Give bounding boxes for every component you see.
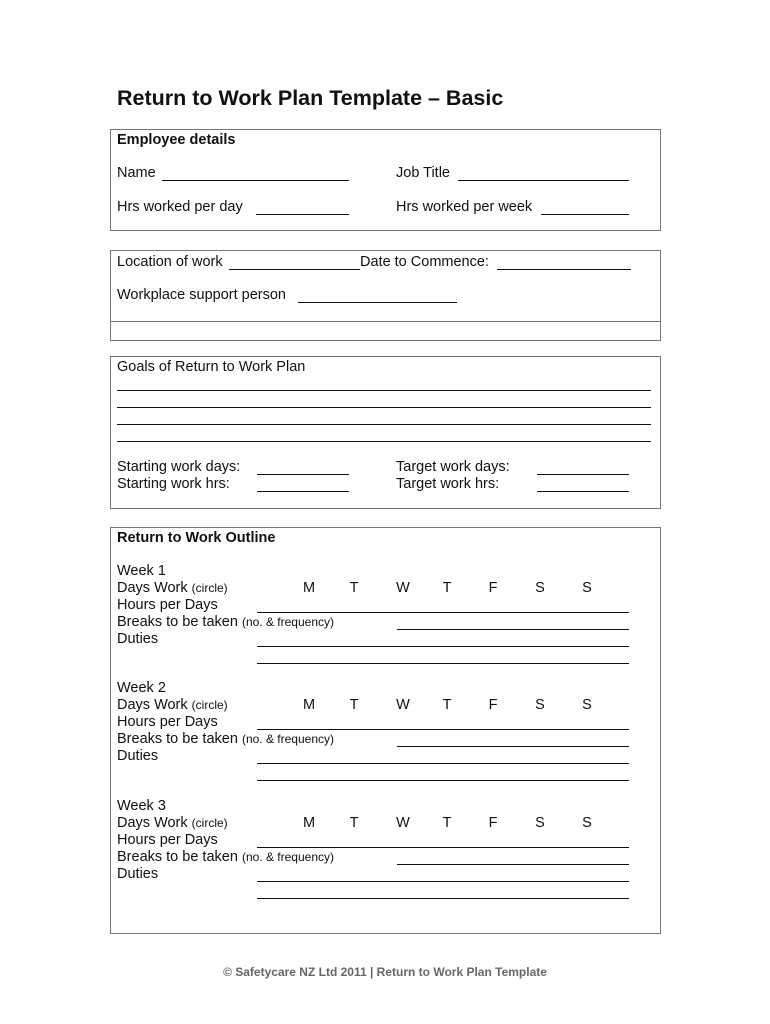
- hours-per-day-field[interactable]: [257, 729, 629, 730]
- breaks-field[interactable]: [397, 746, 629, 747]
- breaks-label: [117, 849, 334, 866]
- duties-label: Duties: [117, 748, 159, 764]
- starting-work-hrs-label: Starting work hrs:: [117, 476, 230, 492]
- day-option[interactable]: S: [582, 815, 592, 831]
- frequency-note: (no. & frequency): [241, 732, 334, 746]
- duties-field[interactable]: [257, 898, 629, 899]
- day-option[interactable]: W: [396, 580, 410, 596]
- day-option[interactable]: T: [442, 697, 452, 713]
- day-option[interactable]: W: [396, 815, 410, 831]
- breaks-text: Breaks to be taken: [117, 731, 238, 747]
- week-label: Week 2: [117, 680, 166, 696]
- breaks-label: [117, 731, 334, 748]
- target-work-hrs-label: Target work hrs:: [396, 476, 500, 492]
- workplace-support-label: Workplace support person: [117, 287, 286, 303]
- week-label: Week 1: [117, 563, 166, 579]
- day-option[interactable]: M: [302, 697, 316, 713]
- target-work-days-label: Target work days:: [396, 459, 510, 475]
- day-option[interactable]: F: [488, 815, 498, 831]
- duties-field[interactable]: [257, 646, 629, 647]
- day-option[interactable]: M: [302, 815, 316, 831]
- employee-details-heading: Employee details: [117, 132, 236, 148]
- hours-per-day-field[interactable]: [257, 847, 629, 848]
- day-option[interactable]: T: [442, 815, 452, 831]
- date-to-commence-label: Date to Commence:: [360, 254, 489, 270]
- target-work-days-field[interactable]: [537, 474, 629, 475]
- day-option[interactable]: S: [535, 580, 545, 596]
- hours-per-day-label: Hours per Days: [117, 597, 218, 613]
- breaks-text: Breaks to be taken: [117, 614, 238, 630]
- hrs-per-week-label: Hrs worked per week: [396, 199, 533, 215]
- breaks-field[interactable]: [397, 629, 629, 630]
- duties-field[interactable]: [257, 881, 629, 882]
- day-option[interactable]: W: [396, 697, 410, 713]
- page-title: Return to Work Plan Template – Basic: [117, 86, 504, 110]
- days-work-label: [117, 697, 228, 714]
- name-label: Name: [117, 165, 156, 181]
- target-work-hrs-field[interactable]: [537, 491, 629, 492]
- day-option[interactable]: S: [582, 580, 592, 596]
- hours-per-day-label: Hours per Days: [117, 714, 218, 730]
- job-title-label: Job Title: [396, 165, 450, 181]
- frequency-note: (no. & frequency): [241, 615, 334, 629]
- hours-per-day-field[interactable]: [257, 612, 629, 613]
- name-field[interactable]: [162, 180, 349, 181]
- frequency-note: (no. & frequency): [241, 850, 334, 864]
- breaks-text: Breaks to be taken: [117, 849, 238, 865]
- day-option[interactable]: F: [488, 697, 498, 713]
- duties-label: Duties: [117, 631, 159, 647]
- day-option[interactable]: T: [349, 697, 359, 713]
- day-option[interactable]: F: [488, 580, 498, 596]
- day-option[interactable]: S: [535, 815, 545, 831]
- hrs-per-day-field[interactable]: [256, 214, 349, 215]
- divider: [110, 321, 661, 322]
- starting-work-days-label: Starting work days:: [117, 459, 241, 475]
- footer: © Safetycare NZ Ltd 2011 | Return to Work Plan Template: [223, 965, 547, 979]
- day-option[interactable]: S: [582, 697, 592, 713]
- day-option[interactable]: T: [349, 580, 359, 596]
- location-of-work-field[interactable]: [229, 269, 360, 270]
- goals-line[interactable]: [117, 390, 651, 391]
- starting-work-days-field[interactable]: [257, 474, 349, 475]
- circle-note: (circle): [191, 581, 228, 595]
- days-work-label: [117, 580, 228, 597]
- outline-heading: Return to Work Outline: [117, 530, 276, 546]
- date-to-commence-field[interactable]: [497, 269, 631, 270]
- day-option[interactable]: T: [442, 580, 452, 596]
- breaks-field[interactable]: [397, 864, 629, 865]
- day-option[interactable]: T: [349, 815, 359, 831]
- days-work-text: Days Work: [117, 580, 188, 596]
- location-of-work-label: Location of work: [117, 254, 223, 270]
- day-option[interactable]: S: [535, 697, 545, 713]
- week-label: Week 3: [117, 798, 166, 814]
- duties-label: Duties: [117, 866, 159, 882]
- goals-heading: Goals of Return to Work Plan: [117, 359, 306, 375]
- hrs-per-week-field[interactable]: [541, 214, 629, 215]
- day-option[interactable]: M: [302, 580, 316, 596]
- hrs-per-day-label: Hrs worked per day: [117, 199, 243, 215]
- circle-note: (circle): [191, 816, 228, 830]
- duties-field[interactable]: [257, 780, 629, 781]
- workplace-support-field[interactable]: [298, 302, 457, 303]
- goals-line[interactable]: [117, 424, 651, 425]
- job-title-field[interactable]: [458, 180, 629, 181]
- days-work-text: Days Work: [117, 815, 188, 831]
- duties-field[interactable]: [257, 763, 629, 764]
- duties-field[interactable]: [257, 663, 629, 664]
- hours-per-day-label: Hours per Days: [117, 832, 218, 848]
- days-work-text: Days Work: [117, 697, 188, 713]
- breaks-label: [117, 614, 334, 631]
- starting-work-hrs-field[interactable]: [257, 491, 349, 492]
- days-work-label: [117, 815, 228, 832]
- circle-note: (circle): [191, 698, 228, 712]
- goals-line[interactable]: [117, 407, 651, 408]
- goals-line[interactable]: [117, 441, 651, 442]
